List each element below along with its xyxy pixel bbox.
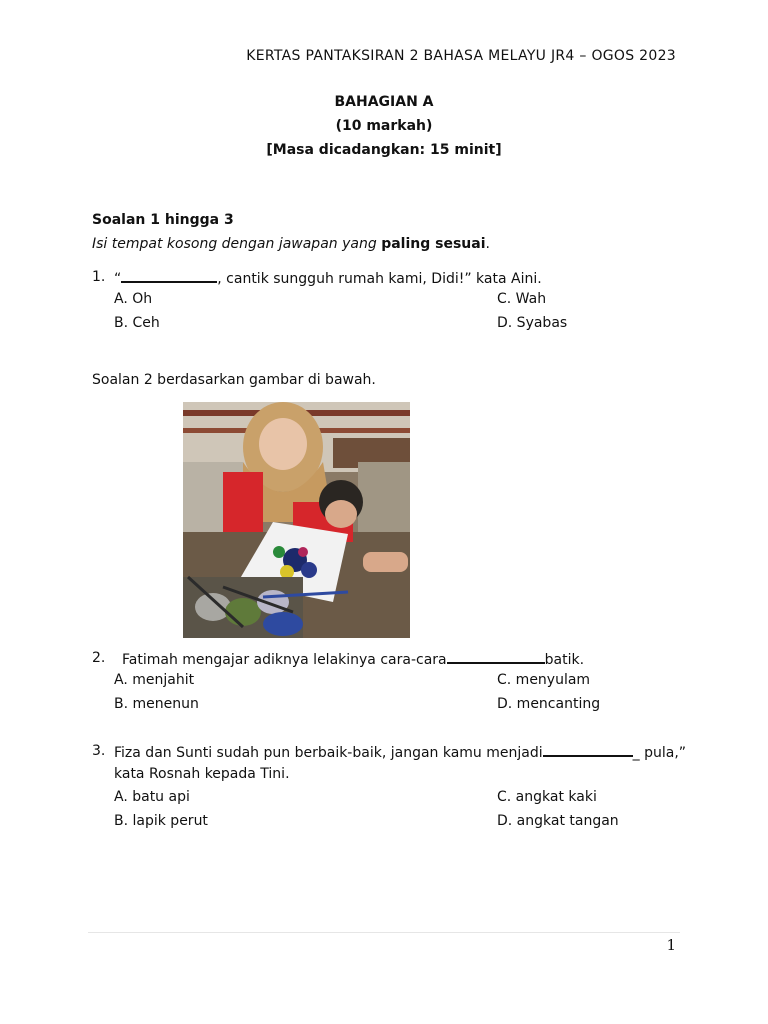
page-header: KERTAS PANTAKSIRAN 2 BAHASA MELAYU JR4 – OGOS 2023 [246, 48, 676, 64]
q1-option-a[interactable]: A. Oh [114, 291, 153, 307]
q2-stem [122, 650, 584, 668]
page-number: 1 [666, 936, 676, 954]
q3-number: 3. [92, 743, 106, 759]
instruction-bold: paling sesuai [381, 236, 486, 252]
q1-option-b[interactable]: B. Ceh [114, 315, 160, 331]
q3-option-c[interactable]: C. angkat kaki [497, 789, 597, 805]
instruction-italic: Isi tempat kosong dengan jawapan yang [92, 236, 382, 252]
instruction-end: . [485, 236, 490, 252]
q2-intro: Soalan 2 berdasarkan gambar di bawah. [92, 372, 376, 388]
q2-option-b[interactable]: B. menenun [114, 696, 199, 712]
question-range: Soalan 1 hingga 3 [92, 212, 234, 228]
q3-blank[interactable] [543, 743, 633, 757]
footer-divider [88, 932, 680, 933]
q1-blank[interactable] [121, 269, 217, 283]
q2-option-c[interactable]: C. menyulam [497, 672, 591, 688]
q1-text: , cantik sungguh rumah kami, Didi!” kata Aini. [217, 271, 542, 287]
q2-text-after: batik. [544, 652, 585, 668]
q1-option-c[interactable]: C. Wah [497, 291, 547, 307]
batik-photo [183, 402, 410, 638]
q1-number: 1. [92, 269, 106, 285]
q2-text-before: Fatimah mengajar adiknya lelakinya cara-cara [122, 652, 447, 668]
q3-text-after: _ pula,” [632, 745, 687, 761]
q3-stem-line2: kata Rosnah kepada Tini. [114, 766, 290, 782]
q3-stem [114, 743, 686, 761]
q3-text-before: Fiza dan Sunti sudah pun berbaik-baik, jangan kamu menjadi [114, 745, 543, 761]
q1-open-quote: “ [114, 271, 122, 287]
q3-option-d[interactable]: D. angkat tangan [497, 813, 619, 829]
q3-option-a[interactable]: A. batu api [114, 789, 190, 805]
q2-blank[interactable] [447, 650, 545, 664]
section-time: [Masa dicadangkan: 15 minit] [266, 142, 502, 158]
section-title: BAHAGIAN A [334, 94, 434, 110]
q2-option-d[interactable]: D. mencanting [497, 696, 601, 712]
q3-option-b[interactable]: B. lapik perut [114, 813, 208, 829]
section-marks: (10 markah) [335, 118, 433, 134]
q2-option-a[interactable]: A. menjahit [114, 672, 195, 688]
instruction-text [92, 236, 490, 252]
batik-photo-illustration [183, 402, 410, 638]
q2-number: 2. [92, 650, 106, 666]
q1-stem [114, 269, 542, 287]
q1-option-d[interactable]: D. Syabas [497, 315, 568, 331]
